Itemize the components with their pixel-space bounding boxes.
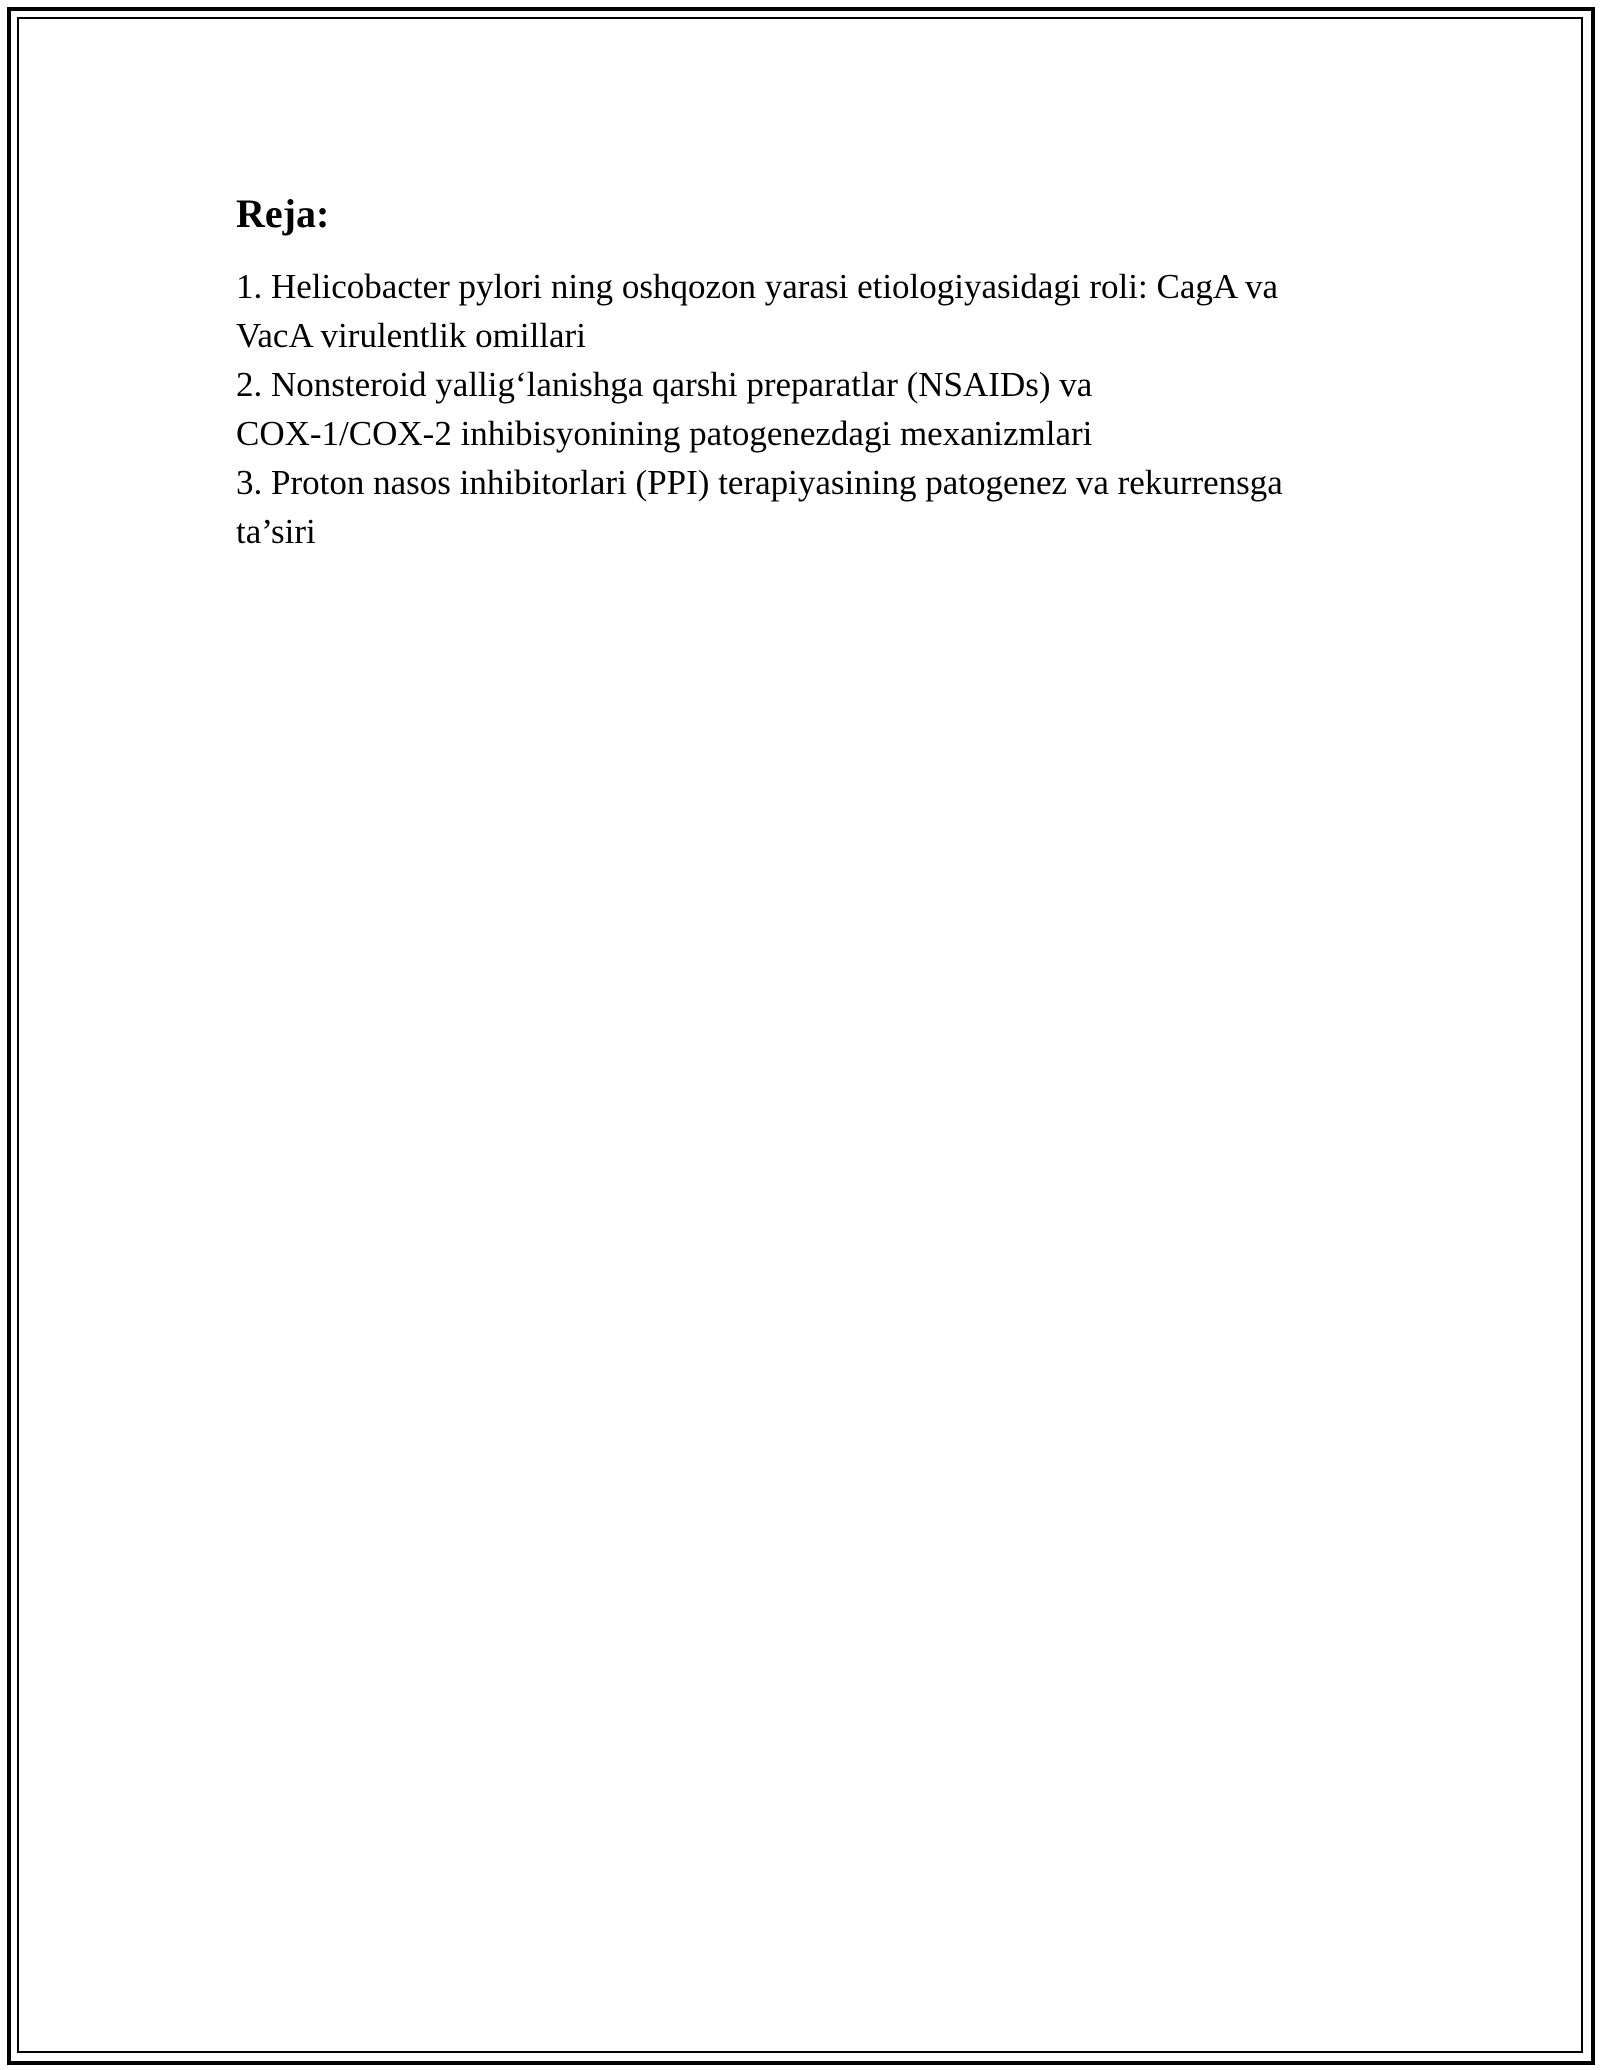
plan-item-1-line-1: 1. Helicobacter pylori ning oshqozon yarasi etiologiyasidagi roli: CagA va bbox=[236, 267, 1278, 306]
plan-item-2-line-2: COX-1/COX-2 inhibisyonining patogenezdagi mexanizmlari bbox=[236, 414, 1093, 453]
page-title: Reja: bbox=[236, 191, 330, 236]
plan-item-3-line-1: 3. Proton nasos inhibitorlari (PPI) terapiyasining patogenez va rekurrensga bbox=[236, 463, 1283, 502]
document-content bbox=[236, 188, 1366, 556]
plan-item-3-line-2: ta’siri bbox=[236, 512, 316, 551]
plan-item-1-line-2: VacA virulentlik omillari bbox=[236, 316, 586, 355]
plan-item-2-line-1: 2. Nonsteroid yallig‘lanishga qarshi preparatlar (NSAIDs) va bbox=[236, 365, 1093, 404]
plan-list bbox=[236, 262, 1366, 556]
